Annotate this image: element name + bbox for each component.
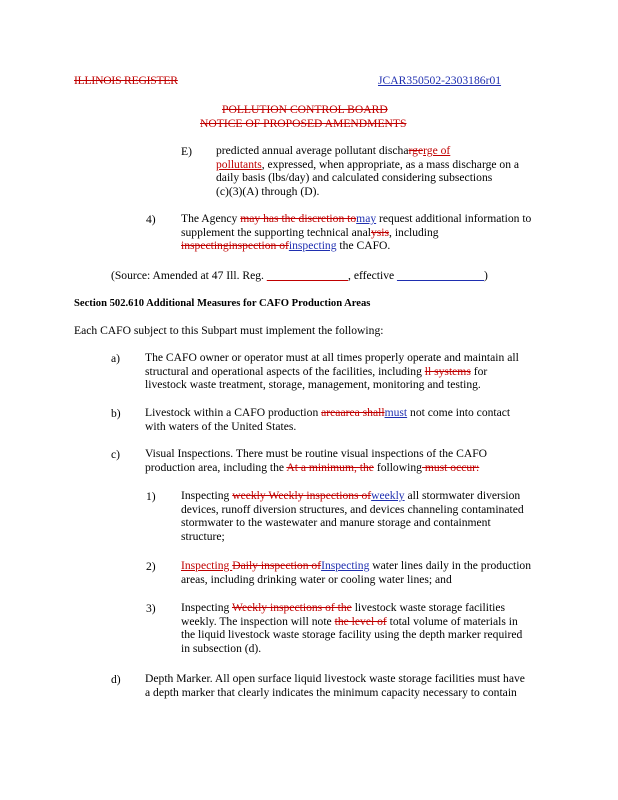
item-e-label: E) <box>181 145 192 158</box>
section-heading: Section 502.610 Additional Measures for CAFO Production Areas <box>74 298 371 309</box>
notice-title: NOTICE OF PROPOSED AMENDMENTS <box>200 117 407 130</box>
item-d-label: d) <box>111 673 121 686</box>
jcar-code: JCAR350502-2303186r01 <box>378 74 502 87</box>
item-c3-label: 3) <box>146 602 156 615</box>
board-name: POLLUTION CONTROL BOARD <box>222 103 388 116</box>
item-c3-text: Inspecting Weekly inspections of the livestock waste storage facilities weekly. The inspection will note the level of total volume of materials in the liquid livestock waste storage facility using the depth marker required in subsection (d). <box>181 601 523 655</box>
item-a-text: The CAFO owner or operator must at all times properly operate and maintain all structural and operational aspects of the facilities, including ll systems for livestock waste treatment, storage, management, monitoring and testing. <box>145 351 519 392</box>
item-c-label: c) <box>111 448 121 461</box>
item-c2-label: 2) <box>146 560 156 573</box>
item-c1-label: 1) <box>146 490 156 503</box>
item-4-label: 4) <box>146 213 156 226</box>
item-c1-text: Inspecting weekly Weekly inspections ofweekly all stormwater diversion devices, runoff diversion structures, and devices channeling contaminated stormwater to the wastewater and manure storage and containment structure; <box>181 489 524 543</box>
item-4-text: The Agency may has the discretion tomay request additional information to supplement the supporting technical analysis, including inspectinginspection ofinspecting the CAFO. <box>181 212 532 253</box>
item-b-text: Livestock within a CAFO production areaarea shallmust not come into contact with waters of the United States. <box>145 406 511 433</box>
item-a-label: a) <box>111 352 121 365</box>
section-intro: Each CAFO subject to this Subpart must implement the following: <box>74 324 384 337</box>
item-b-label: b) <box>111 407 121 420</box>
register-title: ILLINOIS REGISTER <box>74 74 178 87</box>
item-d-text: Depth Marker. All open surface liquid livestock waste storage facilities must have a depth marker that clearly indicates the minimum capacity necessary to contain <box>145 672 525 699</box>
item-c2-text: Inspecting Daily inspection ofInspecting water lines daily in the production areas, including drinking water or cooling water lines; and <box>181 559 532 586</box>
item-c-text: Visual Inspections. There must be routine visual inspections of the CAFO production area, including the At a minimum, the following must occur: <box>145 447 488 474</box>
item-e-text: predicted annual average pollutant dischargerge of pollutants, expressed, when appropriate, as a mass discharge on a daily basis (lbs/day) and calculated considering subsections (c)(3)(A) through (D). <box>216 144 520 198</box>
source-note: (Source: Amended at 47 Ill. Reg. ______________, effective _______________) <box>111 269 488 282</box>
